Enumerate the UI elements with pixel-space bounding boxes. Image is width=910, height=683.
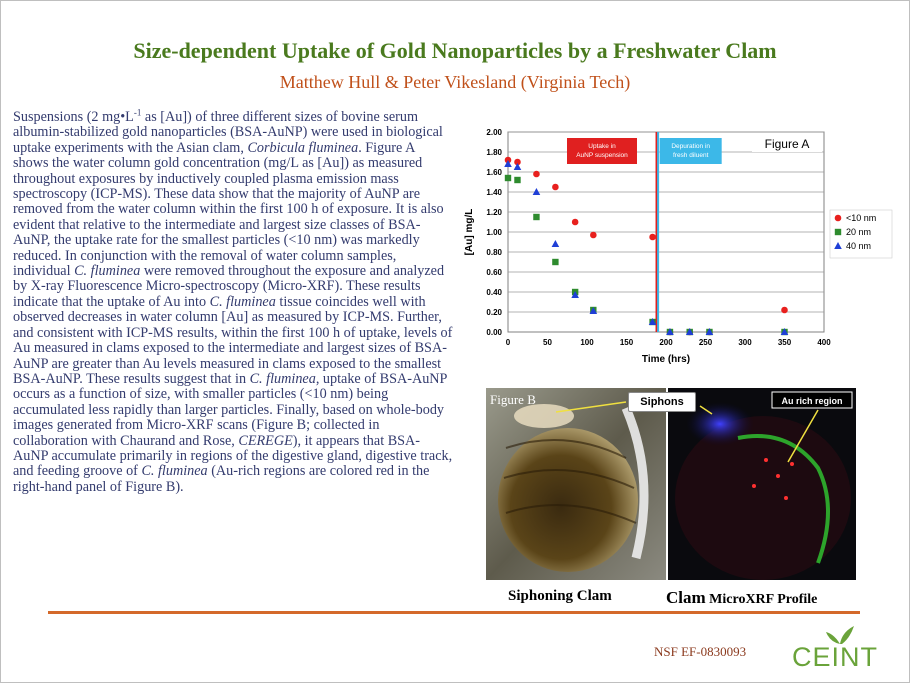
annotation-depuration-text: Depuration in fresh diluent [671, 143, 711, 159]
xrf-au-spot [752, 484, 756, 488]
grant-number: NSF EF-0830093 [654, 644, 747, 659]
data-point [533, 214, 539, 220]
y-tick-label: 0.60 [486, 268, 502, 277]
legend-marker [835, 229, 841, 235]
x-axis-label: Time (hrs) [641, 354, 691, 365]
xrf-au-spot [776, 474, 780, 478]
caption-microxrf: Clam MicroXRF Profile [666, 588, 818, 607]
clam-siphons [514, 404, 574, 428]
xrf-illustration [668, 388, 856, 580]
y-tick-label: 0.00 [486, 328, 502, 337]
xrf-au-spot [784, 496, 788, 500]
y-tick-label: 0.20 [486, 308, 502, 317]
data-point [590, 232, 597, 239]
xrf-au-spot [790, 462, 794, 466]
data-point [514, 177, 520, 183]
x-tick-label: 350 [777, 338, 792, 347]
data-point [572, 219, 579, 226]
y-tick-label: 1.80 [486, 148, 502, 157]
clam-shell [498, 428, 638, 572]
caption-siphoning-clam: Siphoning Clam [508, 588, 612, 604]
ceint-logo [790, 620, 890, 672]
chart-svg [460, 124, 900, 374]
siphons-label: Siphons [628, 392, 696, 412]
data-point [533, 171, 540, 178]
x-tick-label: 150 [619, 338, 634, 347]
y-tick-label: 1.20 [486, 208, 502, 217]
y-tick-label: 2.00 [486, 128, 502, 137]
legend-label: 20 nm [846, 227, 872, 237]
annotation-uptake-text: Uptake in AuNP suspension [576, 143, 628, 159]
logo-text: CEINT [792, 642, 878, 672]
footer-rule [48, 611, 860, 614]
y-tick-label: 1.00 [486, 228, 502, 237]
x-tick-label: 250 [698, 338, 713, 347]
data-point [552, 259, 558, 265]
y-tick-label: 1.40 [486, 188, 502, 197]
x-tick-label: 200 [659, 338, 673, 347]
y-tick-label: 0.80 [486, 248, 502, 257]
x-tick-label: 400 [817, 338, 831, 347]
data-point [649, 234, 656, 241]
slide-authors: Matthew Hull & Peter Vikesland (Virginia Tech) [279, 72, 631, 92]
legend-label: 40 nm [846, 241, 872, 251]
annotation-uptake-box [567, 138, 637, 164]
x-tick-label: 300 [738, 338, 752, 347]
data-point [781, 307, 788, 314]
y-tick-label: 1.60 [486, 168, 502, 177]
x-tick-label: 100 [580, 338, 594, 347]
xrf-siphon-signal [686, 402, 754, 446]
microxrf-image [668, 388, 856, 580]
data-point [552, 184, 559, 191]
data-point [505, 175, 511, 181]
figure-a-title: Figure A [764, 137, 810, 151]
legend-label: <10 nm [846, 213, 877, 223]
siphoning-clam-photo [486, 388, 666, 580]
x-tick-label: 50 [543, 338, 552, 347]
ceint-logo-svg [790, 620, 890, 672]
y-tick-label: 0.40 [486, 288, 502, 297]
x-tick-label: 0 [505, 338, 511, 347]
xrf-au-spot [764, 458, 768, 462]
legend-marker [835, 215, 842, 222]
clam-illustration [486, 388, 666, 580]
figure-a-chart [460, 124, 900, 374]
y-axis-label: [Au] mg/L [464, 208, 475, 256]
au-region-label: Au rich region [781, 396, 843, 406]
slide-title: Size-dependent Uptake of Gold Nanoparticles by a Freshwater Clam [133, 38, 777, 63]
body-paragraph: Suspensions (2 $mg•L^{-1}$ as [Au]) of three different sizes of bovine serum albumin-stabilized gold nanoparticles (BSA-AuNP) were used in biological uptake experiments with the Asian clam, Corbicula fluminea. Figure A shows the water column gold concentration (mg/L as [Au]) as measured throughout exposures by inductively coupled plasma emission mass spectroscopy (ICP-MS). These data show that the majority of AuNP are removed from the water column within the first 100 h of exposure. It is also evident that relative to the intermediate and largest size classes of BSA-AuNP, the uptake rate for the smallest particles (<10 nm) was markedly reduced. In conjunction with the removal of water column samples, individual C. fluminea were removed throughout the exposure and analyzed by X-ray Fluorescence Micro-spectroscopy (Micro-XRF). These results indicate that the uptake of Au into C. fluminea tissue coincides well with observed decreases in water column [Au] as measured by ICP-MS. Further, and consistent with ICP-MS results, within the first 100 h of uptake, levels of Au measured in clams exposed to the intermediate and largest sizes of BSA-AuNP are greater than Au levels measured in clams exposed to the smallest BSA-AuNP. These results suggest that in C. fluminea, uptake of BSA-AuNP occurs as a function of size, with smaller particles (<10 nm) being accumulated less rapidly than larger particles. Finally, based on whole-body images generated from Micro-XRF scans (Figure B; collected in collaboration with Chaurand and Rose, CEREGE), it appears that BSA-AuNP accumulate primarily in regions of the digestive gland, digestive track, and feeding groove of C. fluminea (Au-rich regions are colored red in the right-hand panel of Figure B). [13, 107, 453, 495]
figure-b-label: Figure B [490, 392, 536, 407]
annotation-depuration-box [660, 138, 722, 164]
